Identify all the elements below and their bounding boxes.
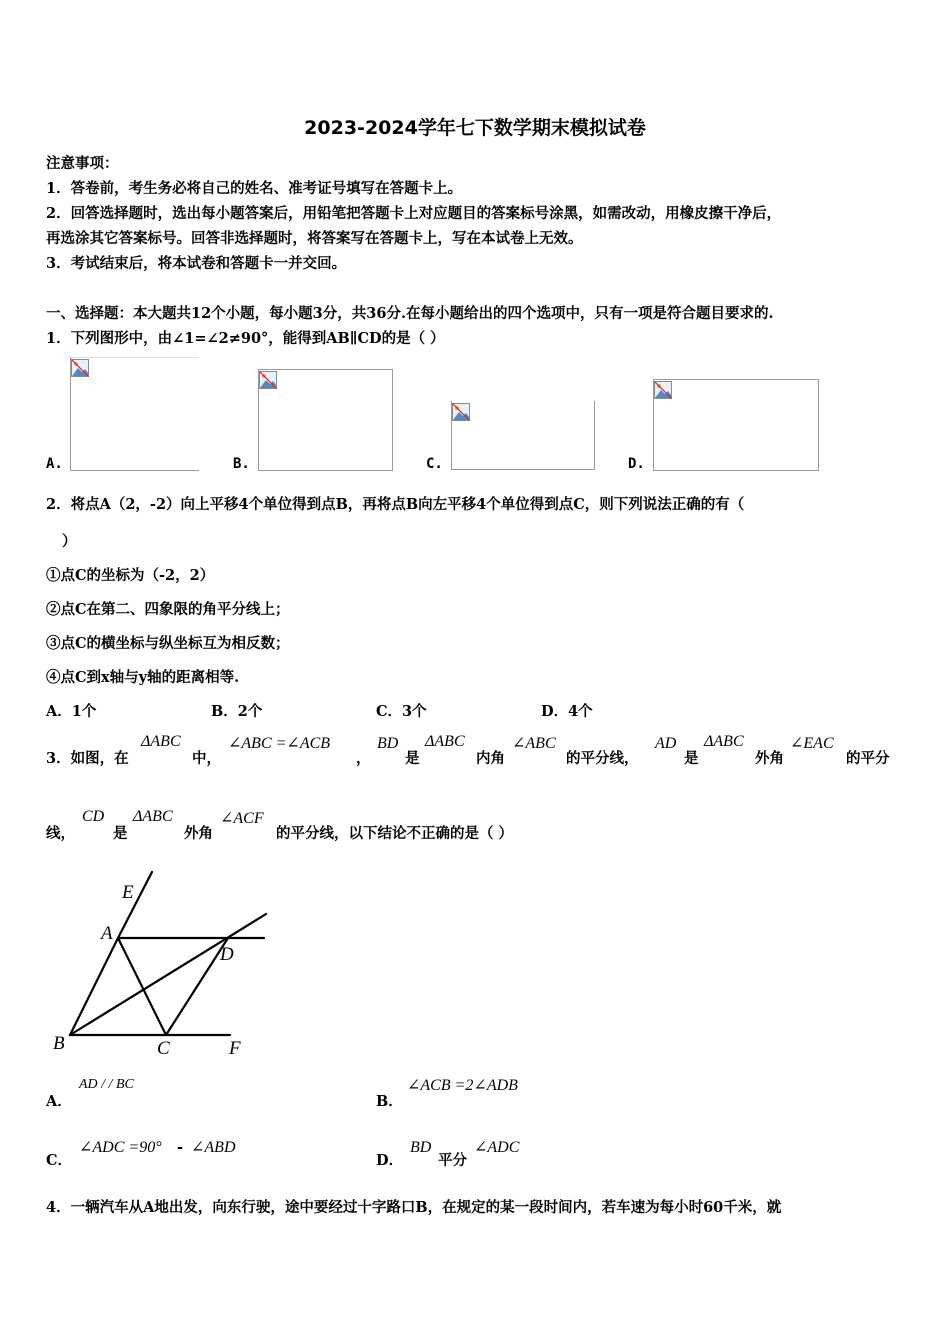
q3-text: 的平分线，以下结论不正确的是（ ） bbox=[276, 825, 514, 842]
q3-text: 是 bbox=[113, 825, 128, 842]
q3-option-a-math: AD / / BC bbox=[79, 1077, 134, 1092]
q3-geometry-figure bbox=[40, 865, 280, 1065]
q2-option-d: D．4个 bbox=[541, 703, 593, 720]
page-title: 2023-2024学年七下数学期末模拟试卷 bbox=[304, 117, 646, 139]
q3-text: 是 bbox=[405, 750, 420, 767]
q2-option-c: C．3个 bbox=[376, 703, 427, 720]
q2-statement: ②点C在第二、四象限的角平分线上； bbox=[46, 601, 290, 618]
q3-text: 外角 bbox=[755, 750, 784, 767]
question-2-stem: 2．将点A（2，-2）向上平移4个单位得到点B，再将点B向左平移4个单位得到点C，则下列说法正确的有（ bbox=[46, 496, 745, 513]
q2-statement: ①点C的坐标为（-2，2） bbox=[46, 567, 215, 584]
question-1-stem: 1．下列图形中，由∠1=∠2≠90°，能得到AB∥CD的是（ ） bbox=[46, 330, 445, 347]
q3-option-b-label: B． bbox=[376, 1093, 403, 1110]
q3-option-c-label: C． bbox=[46, 1152, 73, 1169]
math-angle-equality: ∠ABC =∠ACB bbox=[228, 735, 331, 752]
math-triangle-abc: ΔABC bbox=[425, 733, 465, 750]
q3-option-a-label: A． bbox=[46, 1093, 72, 1110]
point-label-e: E bbox=[122, 882, 134, 903]
q3-option-c-math: ∠ABD bbox=[191, 1139, 236, 1156]
q3-text: 的平分线， bbox=[566, 750, 639, 767]
notice-item: 2．回答选择题时，选出每小题答案后，用铅笔把答题卡上对应题目的答案标号涂黑，如需改动，用橡皮擦干净后， bbox=[46, 205, 782, 222]
math-ad: AD bbox=[655, 735, 677, 752]
math-cd: CD bbox=[82, 808, 105, 825]
point-label-b: B bbox=[53, 1033, 65, 1054]
q3-text: 的平分 bbox=[846, 750, 890, 767]
notice-heading: 注意事项： bbox=[46, 155, 119, 172]
notice-item: 再选涂其它答案标号。回答非选择题时，将答案写在答题卡上，写在本试卷上无效。 bbox=[46, 230, 583, 247]
broken-image-icon bbox=[654, 381, 672, 399]
segment-cd bbox=[166, 938, 228, 1035]
math-triangle-abc: ΔABC bbox=[133, 808, 173, 825]
q3-option-d-math: ∠ADC bbox=[474, 1139, 520, 1156]
q1-figure-b bbox=[258, 369, 393, 471]
math-triangle-abc: ΔABC bbox=[141, 733, 181, 750]
q3-text: 外角 bbox=[184, 825, 213, 842]
notice-item: 1．答卷前，考生务必将自己的姓名、准考证号填写在答题卡上。 bbox=[46, 180, 463, 197]
point-label-f: F bbox=[229, 1038, 241, 1059]
q3-option-d-math: BD bbox=[410, 1139, 432, 1156]
q3-text: ， bbox=[356, 750, 371, 767]
question-2-stem-close: ） bbox=[62, 533, 77, 550]
q1-figure-c bbox=[451, 401, 595, 470]
option-label-b: B. bbox=[233, 456, 250, 472]
option-label-a: A. bbox=[46, 456, 63, 472]
question-3-lead: 3．如图，在 bbox=[46, 750, 129, 767]
notice-item: 3．考试结束后，将本试卷和答题卡一并交回。 bbox=[46, 255, 347, 272]
q3-option-c-minus: - bbox=[177, 1139, 184, 1156]
broken-image-icon bbox=[452, 403, 470, 421]
q3-option-d-text: 平分 bbox=[438, 1152, 467, 1169]
q2-option-a: A．1个 bbox=[46, 703, 97, 720]
q3-option-c-math: ∠ADC =90° bbox=[79, 1139, 162, 1156]
option-label-d: D. bbox=[628, 456, 645, 472]
q1-figure-d bbox=[653, 379, 819, 471]
math-bd: BD bbox=[377, 735, 399, 752]
question-4-stem: 4．一辆汽车从A地出发，向东行驶，途中要经过十字路口B，在规定的某一段时间内，若车速为每小时60千米，就 bbox=[46, 1199, 782, 1216]
q3-option-d-label: D． bbox=[376, 1152, 404, 1169]
q3-text: 中， bbox=[192, 750, 221, 767]
q2-option-b: B．2个 bbox=[211, 703, 263, 720]
section-heading: 一、选择题：本大题共12个小题，每小题3分，共36分.在每小题给出的四个选项中，只有一项是符合题目要求的. bbox=[46, 305, 774, 322]
q3-option-b-math: ∠ACB =2∠ADB bbox=[407, 1077, 518, 1094]
q2-statement: ④点C到x轴与y轴的距离相等. bbox=[46, 669, 240, 686]
q3-text: 线， bbox=[46, 825, 75, 842]
segment-ac bbox=[118, 938, 166, 1035]
option-label-c: C. bbox=[426, 456, 443, 472]
math-angle-acf: ∠ACF bbox=[220, 810, 264, 827]
math-triangle-abc: ΔABC bbox=[704, 733, 744, 750]
broken-image-icon bbox=[259, 371, 277, 389]
point-label-c: C bbox=[157, 1038, 170, 1059]
q1-figure-a bbox=[70, 357, 199, 471]
point-label-d: D bbox=[220, 944, 234, 965]
point-label-a: A bbox=[101, 923, 113, 944]
q2-statement: ③点C的横坐标与纵坐标互为相反数； bbox=[46, 635, 290, 652]
math-angle-abc: ∠ABC bbox=[512, 735, 556, 752]
broken-image-icon bbox=[71, 359, 89, 377]
q3-text: 内角 bbox=[476, 750, 505, 767]
math-angle-eac: ∠EAC bbox=[790, 735, 834, 752]
q3-text: 是 bbox=[684, 750, 699, 767]
